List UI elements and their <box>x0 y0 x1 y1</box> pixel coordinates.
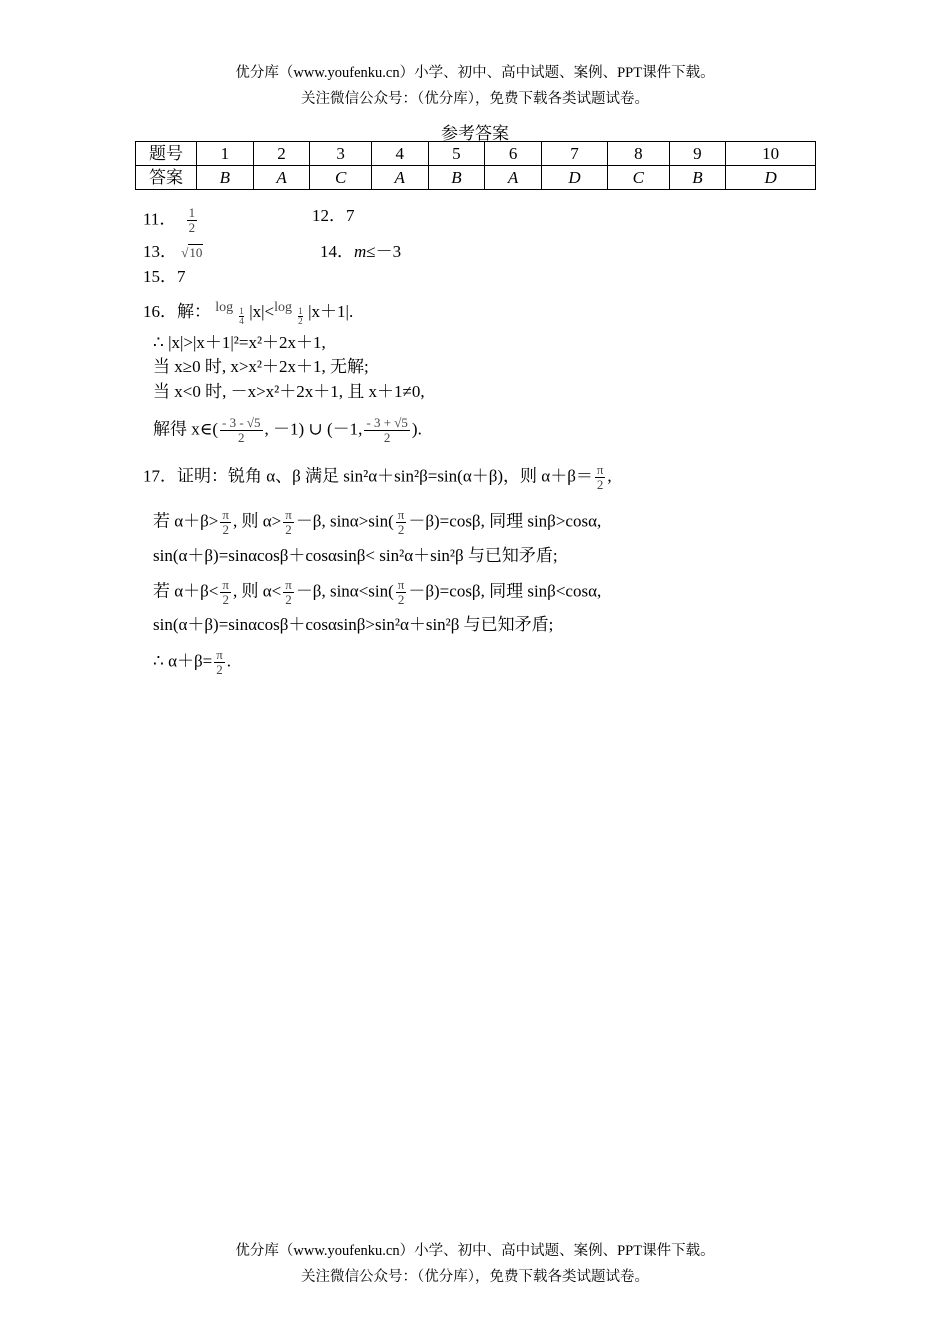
fraction-pi-over-2: $\frac{\pi}{2}$ <box>285 507 292 537</box>
log-base-half: log 1 2 <box>274 300 303 326</box>
fraction-pi-over-2: $\frac{\pi}{2}$ <box>222 577 229 607</box>
table-cell: 2 <box>253 142 310 166</box>
answer-15: 15．7 <box>143 267 186 286</box>
answer-17-line-1: 17．证明：锐角 α、β 满足 sin²α＋sin²β=sin(α＋β)，则 α＋β＝ $\frac{\pi}{2}$ , <box>143 462 612 492</box>
table-cell: 10 <box>726 142 816 166</box>
table-cell: 6 <box>485 142 542 166</box>
header-line-2: 关注微信公众号：（优分库），免费下载各类试题试卷。 <box>301 91 649 107</box>
table-cell: 9 <box>669 142 726 166</box>
footer-line-2: 关注微信公众号：（优分库），免费下载各类试题试卷。 <box>301 1269 649 1285</box>
fraction-pi-over-2: $\frac{\pi}{2}$ <box>397 507 405 537</box>
answer-11: 11． $\frac{1}{2}$ <box>143 205 196 235</box>
answer-13: 13． √10 <box>143 242 203 261</box>
table-cell: D <box>541 166 607 190</box>
sqrt-ten: √10 <box>181 245 203 260</box>
fraction-one-half: $\frac{1}{2}$ <box>188 205 196 235</box>
answer-17-line-3: sin(α＋β)=sinαcosβ＋cosαsinβ< sin²α＋sin²β 与已知矛盾; <box>153 546 558 565</box>
table-cell: 8 <box>608 142 669 166</box>
answer-17-line-6: ∴ α＋β= $\frac{\pi}{2}$ . <box>153 647 232 677</box>
fraction-plus-root: $\frac{- 3 + √5}{2}$ <box>366 415 408 445</box>
answer-16-line-5: 解得 x∈( $\frac{- 3 - √5}{2}$ , －1) ∪ (－1, $\frac{- 3 + √5}{2}$ ). <box>153 415 422 445</box>
answer-17-line-5: sin(α＋β)=sinαcosβ＋cosαsinβ>sin²α＋sin²β 与已知矛盾; <box>153 615 554 634</box>
row-label-answer: 答案 <box>136 166 197 190</box>
answer-16-line-1: 16．解： log 1 4 |x|<log 1 2 |x＋1|. <box>143 300 354 326</box>
header-line-1: 优分库（www.youfenku.cn）小学、初中、高中试题、案例、PPT课件下载。 <box>235 65 715 81</box>
table-cell: A <box>371 166 428 190</box>
table-cell: B <box>428 166 485 190</box>
fraction-pi-over-2: $\frac{\pi}{2}$ <box>596 462 604 492</box>
table-row-numbers <box>136 142 816 166</box>
fraction-pi-over-2: $\frac{\pi}{2}$ <box>216 647 223 677</box>
table-cell: 7 <box>541 142 607 166</box>
page-title: 参考答案 <box>441 124 509 143</box>
table-cell: A <box>485 166 542 190</box>
table-cell: 3 <box>310 142 371 166</box>
table-cell: 5 <box>428 142 485 166</box>
answer-17-line-4: 若 α＋β< $\frac{\pi}{2}$ , 则 α< $\frac{\pi}{2}$ －β, sinα<sin( $\frac{\pi}{2}$ －β)=cosβ, 同理 sinβ<cosα, <box>153 577 602 607</box>
fraction-pi-over-2: $\frac{\pi}{2}$ <box>397 577 405 607</box>
table-cell: B <box>197 166 254 190</box>
footer-line-1: 优分库（www.youfenku.cn）小学、初中、高中试题、案例、PPT课件下载。 <box>235 1243 715 1259</box>
answer-16-line-4: 当 x<0 时, －x>x²＋2x＋1, 且 x＋1≠0, <box>153 382 425 401</box>
answer-14: 14．m≤－3 <box>320 242 402 261</box>
answer-12: 12．7 <box>312 206 355 225</box>
answer-17-line-2: 若 α＋β> $\frac{\pi}{2}$ , 则 α> $\frac{\pi}{2}$ －β, sinα>sin( $\frac{\pi}{2}$ －β)=cosβ, 同理 sinβ>cosα, <box>153 507 602 537</box>
table-cell: B <box>669 166 726 190</box>
table-cell: A <box>253 166 310 190</box>
row-label-number: 题号 <box>136 142 197 166</box>
answer-table <box>135 141 816 190</box>
fraction-minus-root: $\frac{- 3 - √5}{2}$ <box>222 415 261 445</box>
fraction-pi-over-2: $\frac{\pi}{2}$ <box>285 577 292 607</box>
table-cell: 1 <box>197 142 254 166</box>
answer-16-line-2: ∴ |x|>|x＋1|²=x²＋2x＋1, <box>153 333 326 352</box>
log-base-quarter: log 1 4 <box>215 300 244 326</box>
table-cell: C <box>608 166 669 190</box>
table-cell: D <box>726 166 816 190</box>
table-row-answers <box>136 166 816 190</box>
answer-16-line-3: 当 x≥0 时, x>x²＋2x＋1, 无解; <box>153 357 369 376</box>
table-cell: 4 <box>371 142 428 166</box>
table-cell: C <box>310 166 371 190</box>
fraction-pi-over-2: $\frac{\pi}{2}$ <box>222 507 229 537</box>
